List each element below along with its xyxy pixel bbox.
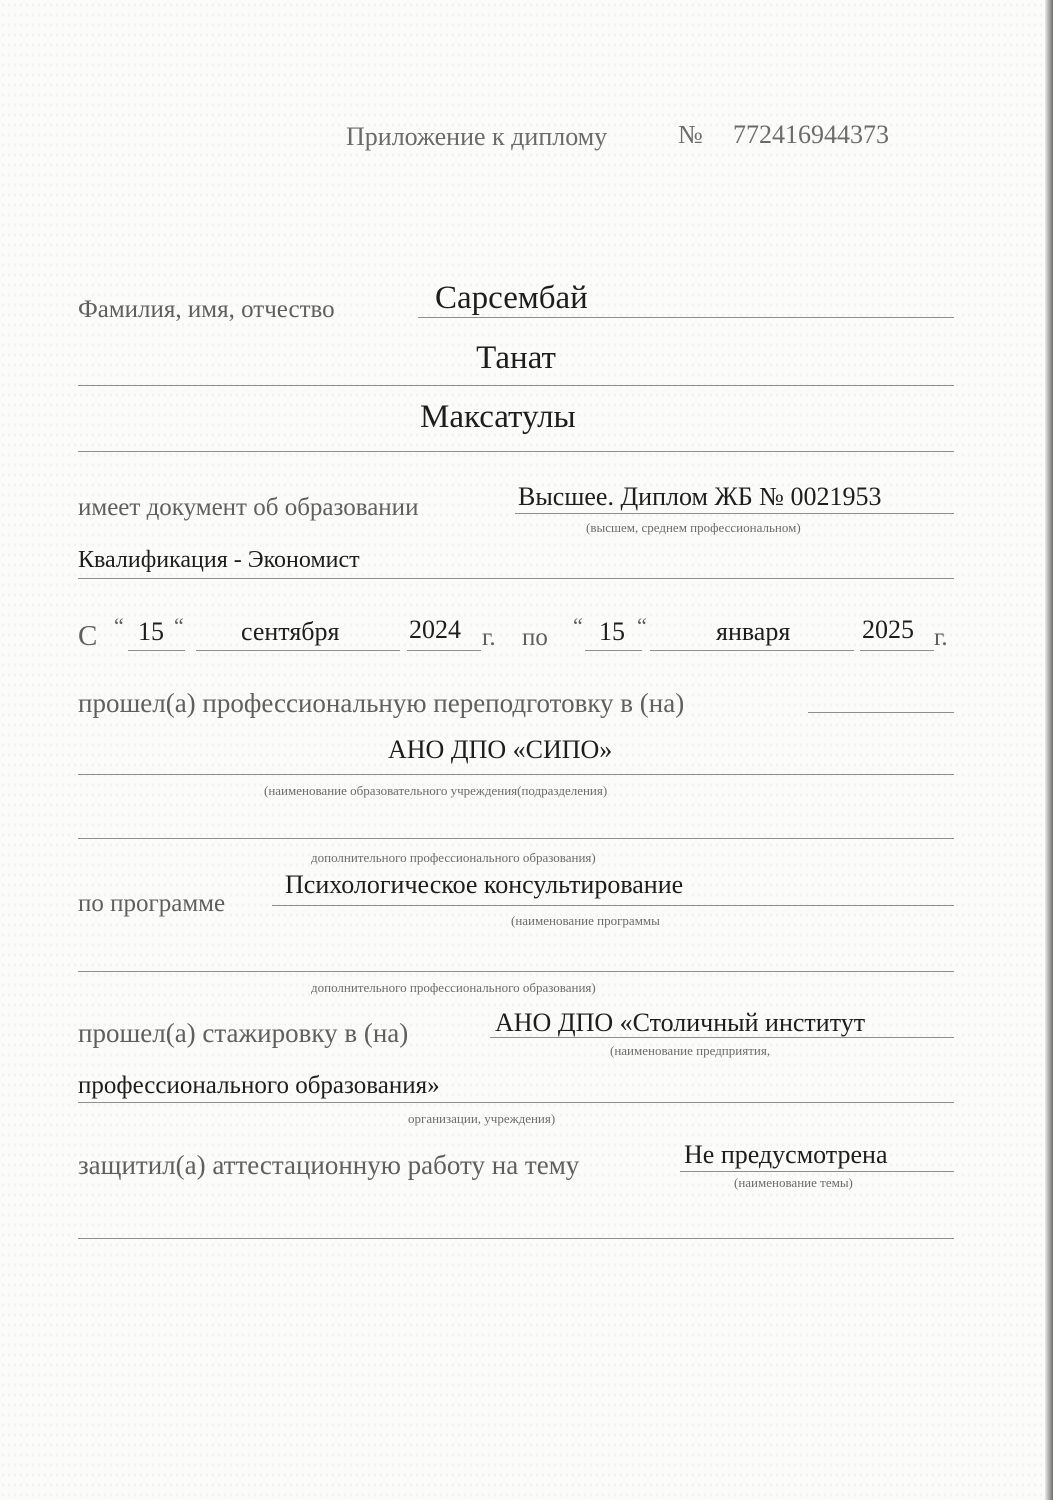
education-hint: (высшем, среднем профессиональном) xyxy=(586,520,801,535)
program-hint-1: (наименование программы xyxy=(511,913,660,928)
open-quote-2: “ xyxy=(573,613,583,638)
retraining-hint-1: (наименование образовательного учреждения(подразделения) xyxy=(264,783,608,798)
name-value: Танат xyxy=(476,340,556,376)
to-year-value: 2025 xyxy=(862,615,914,644)
period-to-prefix: по xyxy=(522,624,548,651)
retraining-hint-2: дополнительного профессионального образования) xyxy=(311,850,596,865)
from-year-value: 2024 xyxy=(409,615,461,644)
to-day-line xyxy=(585,650,642,651)
diploma-number: 772416944373 xyxy=(733,120,889,149)
number-sign: № xyxy=(678,120,703,149)
name-line xyxy=(78,385,954,386)
from-day-line xyxy=(128,650,185,651)
program-hint-2: дополнительного профессионального образования) xyxy=(311,980,596,995)
education-value: Высшее. Диплом ЖБ № 0021953 xyxy=(518,482,882,511)
to-year-line xyxy=(860,650,934,651)
from-day-value: 15 xyxy=(138,617,164,646)
internship-value-2: профессионального образования» xyxy=(78,1072,440,1099)
internship-hint-2: организации, учреждения) xyxy=(408,1111,556,1126)
qualification-value: Квалификация - Экономист xyxy=(78,547,360,573)
from-year-suffix: г. xyxy=(482,624,496,651)
to-month-line xyxy=(650,650,854,651)
program-line-2 xyxy=(78,971,954,972)
surname-value: Сарсембай xyxy=(435,280,588,316)
qualification-line xyxy=(78,578,954,579)
retraining-line-3 xyxy=(78,838,954,839)
program-value: Психологическое консультирование xyxy=(285,870,684,899)
document-title: Приложение к диплому xyxy=(346,122,608,151)
from-month-line xyxy=(196,650,400,651)
patronymic-line xyxy=(78,451,954,452)
patronymic-value: Максатулы xyxy=(420,399,576,435)
education-label: имеет документ об образовании xyxy=(78,494,419,521)
internship-value-1: АНО ДПО «Столичный институт xyxy=(495,1008,866,1037)
internship-line-2 xyxy=(78,1102,954,1103)
program-line xyxy=(272,905,954,906)
thesis-line-2 xyxy=(78,1238,954,1239)
from-year-line xyxy=(407,650,481,651)
to-day-value: 15 xyxy=(599,617,625,646)
retraining-label: прошел(а) профессиональную переподготовку в (на) xyxy=(78,688,685,718)
internship-line-1 xyxy=(490,1037,954,1038)
from-month-value: сентября xyxy=(241,617,340,646)
page-edge-shadow xyxy=(1045,0,1053,1500)
close-quote-1: “ xyxy=(174,613,184,638)
fio-label: Фамилия, имя, отчество xyxy=(78,296,335,323)
internship-label: прошел(а) стажировку в (на) xyxy=(78,1018,409,1048)
to-month-value: января xyxy=(716,617,791,646)
thesis-hint: (наименование темы) xyxy=(734,1175,853,1190)
thesis-value: Не предусмотрена xyxy=(684,1140,888,1169)
thesis-line-1 xyxy=(680,1171,954,1172)
close-quote-2: “ xyxy=(637,613,647,638)
retraining-line-1 xyxy=(808,712,954,713)
internship-hint-1: (наименование предприятия, xyxy=(610,1043,771,1058)
retraining-institution: АНО ДПО «СИПО» xyxy=(388,735,613,764)
thesis-label: защитил(а) аттестационную работу на тему xyxy=(78,1150,580,1180)
program-label: по программе xyxy=(78,890,226,917)
retraining-line-2 xyxy=(78,774,954,775)
period-from-prefix: С xyxy=(78,620,98,652)
open-quote-1: “ xyxy=(114,613,124,638)
surname-line xyxy=(418,317,954,318)
to-year-suffix: г. xyxy=(934,624,948,651)
education-line xyxy=(515,513,954,514)
